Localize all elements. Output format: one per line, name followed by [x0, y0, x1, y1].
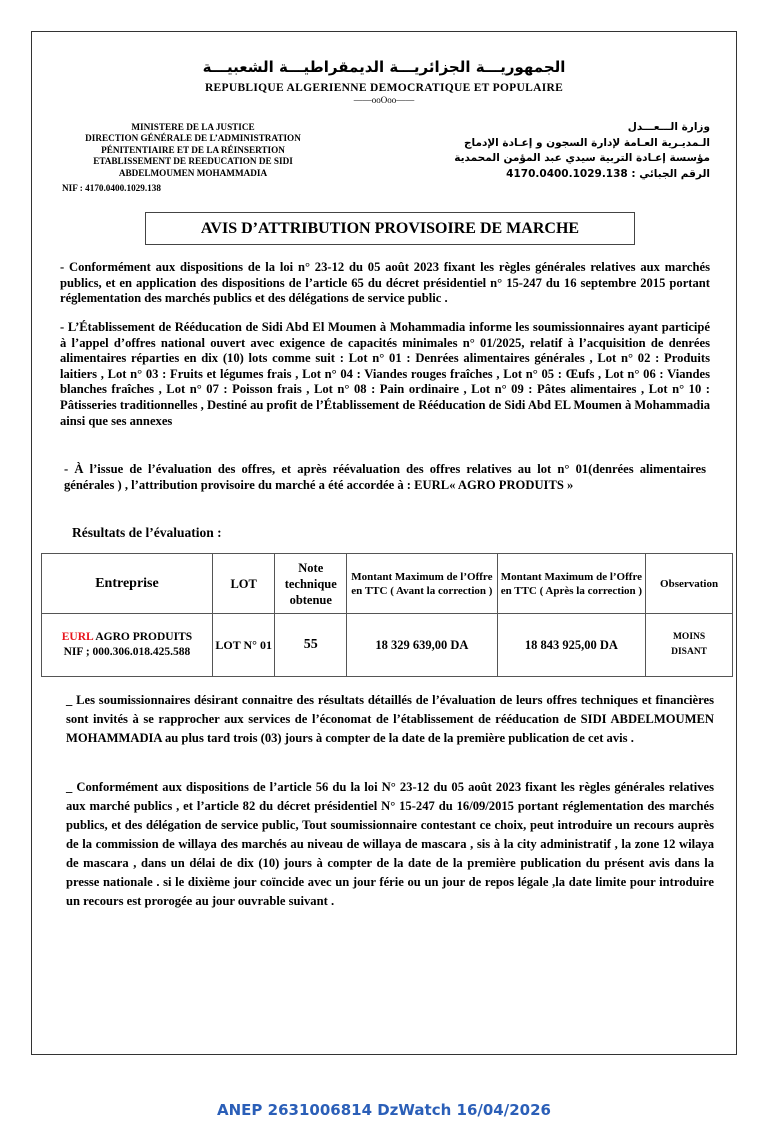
notice-title: AVIS D’ATTRIBUTION PROVISOIRE DE MARCHE [145, 212, 635, 245]
paragraph-legal-basis: - Conformément aux dispositions de la loi n° 23-12 du 05 août 2023 fixant les règles générales relatives aux marchés publics, et en application des dispositions de l’article 65 du décret présidentiel n° 15-247 du 16 septembre 2015 portant réglementation des marchés publics et des délégations de service public . [60, 260, 710, 306]
header-observation: Observation [646, 554, 733, 614]
header-montant-apres: Montant Maximum de l’Offre en TTC ( Après la correction ) [497, 554, 646, 614]
ministry-block-arabic [420, 120, 710, 182]
ministry-line: PÉNITENTIAIRE ET DE LA RÉINSERTION [101, 144, 285, 155]
paragraph-detailed-results: _ Les soumissionnaires désirant connaitre des résultats détaillés de l’évaluation de leurs offres techniques et financières sont invités à se rapprocher aux services de l’économat de l’établissement de rééducation de SIDI ABDELMOUMEN MOHAMMADIA au plus tard trois (03) jours à compter de la date de la première publication de cet avis . [66, 693, 714, 745]
cell-lot: LOT N° 01 [212, 614, 274, 677]
results-subtitle: Résultats de l’évaluation : [72, 525, 222, 540]
cell-entreprise [42, 614, 213, 677]
ministry-line: MINISTERE DE LA JUSTICE [131, 122, 255, 132]
entreprise-prefix: EURL [61, 631, 94, 643]
nif-arabic: الرقم الجبائي : 4170.0400.1029.138 [506, 167, 710, 180]
ministry-line-ar: وزارة الـــعـــدل [627, 121, 710, 133]
header-lot: LOT [212, 554, 274, 614]
paragraph-appeal: _ Conformément aux dispositions de l’article 56 du la loi N° 23-12 du 05 août 2023 fixant les règles générales relatives aux marché publics , et l’article 82 du décret présidentiel N° 15-247 du 16/09/2015 portant réglementation des marchés publics, et des délégation de service public, Tout soumissionnaire contestant ce choix, peut introduire un recours auprès de la commission de willaya des marchés au niveau de willaya de mascara , sis à la city administratif , la zone 12 wilaya de mascara , dans un délai de dix (10) jours à compter de la date de la première publication du présent avis dans la presse nationale . si le dixième jour coïncide avec un jour férie ou un jour de repos légale ,la date limite pour introduire un recours est prorogée au jour ouvrable suivant . [66, 780, 714, 908]
paragraph-tender-description: - L’Établissement de Rééducation de Sidi Abd El Moumen à Mohammadia informe les soumissionnaires ayant participé à l’appel d’offres national ouvert avec exigence de capacités minimales n° 01/2025, relatif à l’acquisition de denrées alimentaires réparties en dix (10) lots comme suit : Lot n° 01 : Denrées alimentaires générales , Lot n° 02 : Produits laitiers , Lot n° 03 : Fruits et légumes frais , Lot n° 04 : Viandes rouges fraîches , Lot n° 05 : Œufs , Lot n° 06 : Viandes blanches fraîches , Lot n° 07 : Poisson frais , Lot n° 08 : Pain ordinaire , Lot n° 09 : Pâtes alimentaires , Lot n° 10 : Pâtisseries traditionnelles , Destiné au profit de l’Établissement de Rééducation de Sidi Abd EL Moumen à Mohammadia ainsi que ses annexes [60, 320, 710, 428]
republic-title-french: REPUBLIQUE ALGERIENNE DEMOCRATIQUE ET POPULAIRE [204, 82, 564, 94]
table-header-row [42, 554, 733, 614]
publication-footer: ANEP 2631006814 DzWatch 16/04/2026 [217, 1101, 551, 1119]
entreprise-name: AGRO PRODUITS [93, 631, 193, 643]
ministry-block-french [58, 122, 328, 179]
header-ornament: ——ooOoo—— [353, 95, 415, 105]
ministry-line: DIRECTION GÉNÉRALE DE L’ADMINISTRATION [85, 133, 301, 144]
header-entreprise: Entreprise [42, 554, 213, 614]
cell-observation: MOINS DISANT [646, 614, 733, 677]
nif-french: NIF : 4170.0400.1029.138 [62, 183, 161, 193]
cell-montant-avant: 18 329 639,00 DA [347, 614, 498, 677]
ministry-line-ar: مؤسسة إعـادة التربية سيدي عبد المؤمن المحمدية [454, 152, 710, 164]
paragraph-attribution: - À l’issue de l’évaluation des offres, et après réévaluation des offres relatives au lot n° 01(denrées alimentaires générales ) , l’attribution provisoire du marché a été accordée à : EURL« AGRO PRODUITS » [64, 462, 706, 492]
evaluation-results-table [41, 553, 733, 677]
table-row [42, 614, 733, 677]
header-montant-avant: Montant Maximum de l’Offre en TTC ( Avant la correction ) [347, 554, 498, 614]
ministry-line: ETABLISSEMENT DE REEDUCATION DE SIDI [93, 156, 293, 167]
republic-title-arabic: الجمهوريـــة الجزائريـــة الديمقراطيـــة الشعبيـــة [202, 58, 566, 76]
header-note: Note technique obtenue [275, 554, 347, 614]
ministry-line: ABDELMOUMEN MOHAMMADIA [118, 167, 268, 178]
cell-montant-apres: 18 843 925,00 DA [497, 614, 646, 677]
cell-note: 55 [275, 614, 347, 677]
ministry-line-ar: الـمديـرية العـامة لإدارة السجون و إعـادة الإدماج [463, 136, 710, 149]
entreprise-nif: NIF ; 000.306.018.425.588 [63, 646, 191, 658]
